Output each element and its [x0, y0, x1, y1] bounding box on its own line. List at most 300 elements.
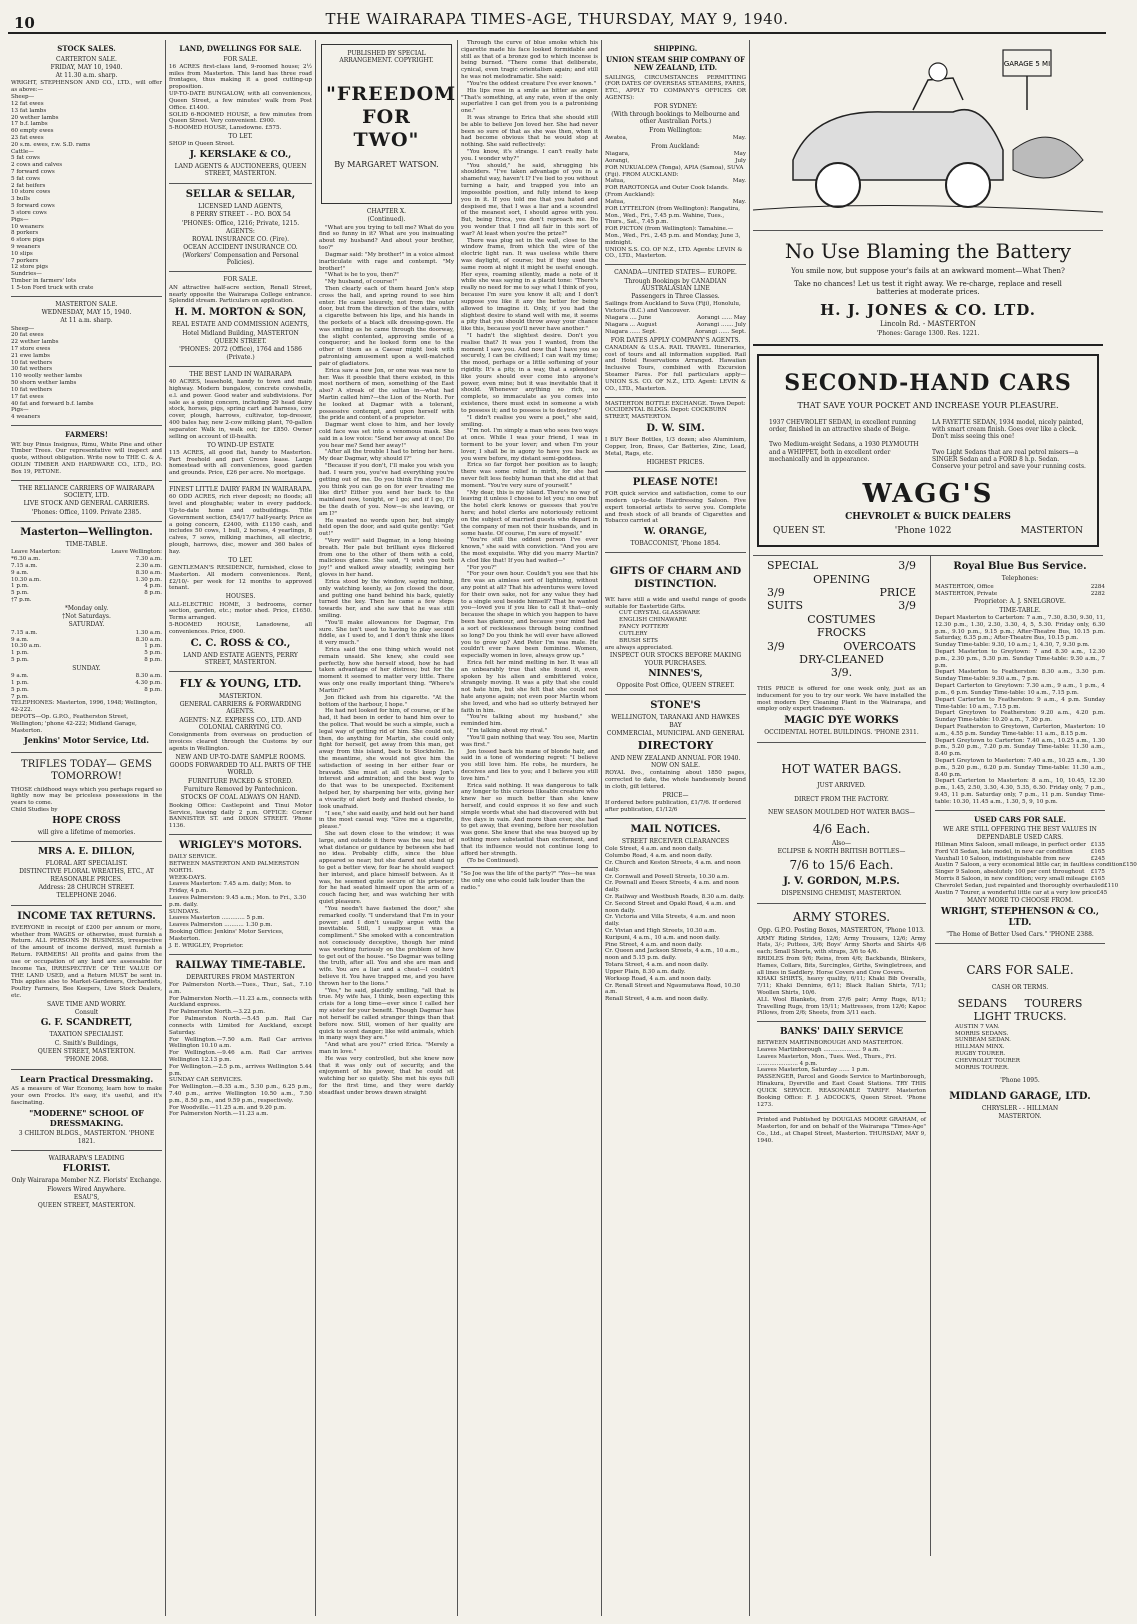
sellar-line: ROYAL INSURANCE CO. (Fire). [192, 236, 289, 244]
sailing-row-cell: Aorangi ...... Sept. [694, 328, 746, 335]
price-label-39: 3/9 [767, 586, 785, 600]
army-item: BRIDLES from 9/6; Reins, from 4/6; Backbands, Blinkers, Hames, Collars, Bits, Surcingles, Girths, Swingletrees, and all lines in Saddlery. Horse Covers and Cow Covers. [757, 955, 926, 976]
stock-line: 17 store ewes [11, 346, 51, 353]
bus-line: Depart Masterton to Greytown: 7 and 8.30 a.m., 12.30 p.m., 2.30 p.m., 5.30 p.m. Sunday Time-table: 9.30 a.m., 7 p.m. [935, 649, 1105, 669]
sailing-row [605, 322, 746, 329]
new-season-text: NEW SEASON MOULDED HOT WATER BAGS— [767, 808, 916, 816]
phone-row-cell: 2284 [1090, 583, 1105, 590]
timetable-row-cell: 1 p.m. [11, 583, 29, 590]
used-car-row-cell: Austin 7 Saloon, a very economical little car, in faultless condition [935, 862, 1123, 869]
gift-item: CUTLERY [619, 630, 648, 637]
dillon-line: TELEPHONE 2046. [56, 892, 117, 900]
midland-sub: CHRYSLER - - HILLMAN [981, 1104, 1059, 1112]
stock-line: 30 fat wethers [11, 366, 53, 373]
overcoats-price: 3/9 [767, 639, 785, 653]
hope-cross-sub: will give a lifetime of memories. [37, 828, 136, 836]
please-note-text: FOR quick service and satisfaction, come to our modern up-to-date Hairdressing Saloon. Five expert tonsorial artists to serve you. Complete and fresh stock of all brands of Cigarettes and Tobacco carried at [605, 491, 746, 525]
railway-line: For Wellington.—9.46 a.m. Rail Car arrives Wellington 12.13 p.m. [169, 1050, 312, 1063]
for-sydney: FOR SYDNEY: [653, 102, 698, 110]
fly-service-line: STOCKS OF COAL ALWAYS ON HAND. [180, 794, 301, 802]
dillon-line: FLORAL ART SPECIALIST. [45, 860, 128, 868]
stock-line: Pigs— [11, 407, 29, 414]
bus-line: Depart Carterton to Greytown: 7.30 a.m., 9 a.m., 1 p.m., 4 p.m., 6 p.m. Sunday Time-table: 10 a.m., 7.15 p.m. [935, 683, 1105, 696]
royal-blue-proprietor: Proprietor: A. J. SNELGROVE. [974, 598, 1066, 606]
timetable-row-cell: 2.30 a.m. [135, 562, 162, 569]
column-5 [602, 40, 750, 1616]
departures-heading: DEPARTURES FROM MASTERTON [186, 973, 295, 981]
stock-line: 7 porkers [11, 257, 39, 264]
sailing-row-cell: Aorangi ...... May [697, 315, 746, 322]
aorangi-name: Aorangi, [605, 158, 630, 165]
awatea-name: Awatea, [605, 135, 628, 142]
used-car-row-cell: £135 [1090, 841, 1105, 848]
stock-line: 60 empty ewes [11, 128, 54, 135]
battery-title: No Use Blaming the Battery [784, 239, 1072, 263]
timetable-row-cell: 4.30 p.m. [135, 679, 162, 686]
army-item: ARMY Riding Strides, 12/6; Army Trousers, 12/6; Army Hats, 3/-; Puttees, 3/6; Boys' Army Shorts and Shirts 4/6 each; Small Shorts, with straps, 3/6 to 4/6. [757, 935, 926, 956]
lower-left-column [753, 556, 931, 1556]
banks-line: Leaves Martinborough ..................... 9 a.m. [757, 1047, 881, 1054]
matua-month: May. [732, 178, 746, 185]
saturday-heading: SATURDAY. [68, 621, 105, 629]
stock-line: 10 fat wethers [11, 386, 53, 393]
hot-water-heading: HOT WATER BAGS. [781, 761, 902, 776]
land-heading: LAND, DWELLINGS FOR SALE. [179, 44, 302, 53]
stock-line: Sheep— [11, 94, 35, 101]
timetable-row [11, 563, 162, 570]
phone-row [935, 591, 1105, 598]
story-paragraph: "You needn't have fastened the door," she remarked coolly. "I understand that I'm in your power; and I don't usually argue with the inevitable. Still, I suppose it was a compliment." She smoked with a concentration not consciously deceptive, though her mind was working furiously on the problem of how to get out of the house. "So Dagmar was telling the truth, after all. You and she are man and wife. You are a liar and a cheat—I couldn't believe it. You have trapped me, and you have thrown her to the lions." [319, 905, 454, 987]
timetable-row-cell: 9 a.m. [11, 569, 29, 576]
mail-line: Cr. Cornwall and Powell Streets, 10.30 a.m. [605, 873, 729, 880]
rarotonga-text: FOR RAROTONGA and Outer Cook Islands. (From Auckland): [605, 185, 729, 199]
column-3 [316, 40, 458, 1616]
timetable-notes [11, 605, 162, 621]
army-stores-sub: Opp. G.P.O. Posting Boxes, MASTERTON, 'Phone 1013. [758, 927, 925, 935]
railway-heading: RAILWAY TIME-TABLE. [175, 959, 306, 971]
stock-line: 21 ewe lambs [11, 352, 50, 359]
reliance-line: THE RELIANCE CARRIERS OF WAIRARAPA SOCIETY, LTD. [18, 484, 155, 499]
story-paragraph: His lips rose in a smile as bitter as anger. "That's something, at any rate, even if the only superlative I can get from you is a patronising one." [461, 87, 598, 115]
morton-line: REAL ESTATE AND COMMISSION AGENTS, [171, 321, 310, 329]
moderne-school: "MODERNE" SCHOOL OF DRESSMAKING. [29, 1107, 144, 1128]
scandrett-line: TAXATION SPECIALIST. [49, 1031, 124, 1039]
masterton-sale-heading: MASTERTON SALE. [55, 300, 118, 308]
stock-line: 20 s.m. ewes, r.w. S.D. rams [11, 141, 91, 148]
railway-line: SUNDAY CAR SERVICES. [169, 1077, 243, 1084]
morton-line: 'PHONES: 2072 (Office), 1764 and 1586 (Private.) [179, 346, 302, 361]
ross-name: C. C. ROSS & CO., [190, 637, 291, 649]
serial-title-box [321, 44, 457, 204]
niagara-name: Niagara, [605, 151, 630, 158]
sedans-tourers: SEDANS TOURERS [957, 996, 1083, 1010]
cash-terms: CASH OR TERMS. [991, 983, 1049, 991]
union-text: SAILINGS, CIRCUMSTANCES PERMITTING (FOR DATES OF OVERSEAS STEAMERS, FARES, ETC., APPLY TO COMPANY'S OFFICES OR AGENTS): [605, 74, 746, 102]
railway-details [169, 982, 312, 1118]
timetable-row [11, 637, 162, 644]
stock-line: 5 fat cows [11, 175, 40, 182]
timetable-row [11, 577, 162, 584]
wrigley-line: Leaves Masterton: 7.45 a.m. daily; Mon. to Friday, 4 p.m. [169, 881, 291, 895]
sunday-timetable [11, 673, 162, 700]
from-auckland: From Auckland: [651, 142, 700, 150]
dry-cleaned-label: DRY-CLEANED [799, 653, 884, 667]
stock-line: 10 slips [11, 250, 33, 257]
stock-line: Timber in farmers' lots [11, 278, 77, 285]
light-trucks: LIGHT TRUCKS. [973, 1010, 1067, 1024]
used-car-row [935, 849, 1105, 856]
carterton-sale-heading: CARTERTON SALE. [56, 55, 117, 63]
sixty-acres-text: 60 ODD ACRES, rich river deposit; no floods; all level and ploughable; water in every paddock. Up-to-date home and outbuildings. Title Government section, £54/17/7 half-yearly. Price as a going concern, £2400, with £1150 cash, and includes 50 cows, 1 bull, 2 horses, 4 yearlings, 8 calves, 7 sows, milking machines, all electric, plough, harrows, disc, mower and 360 bales of hay. [169, 494, 312, 555]
story-paragraph: Erica said nothing. It was dangerous to talk any longer to this curious likeable creature who knew her so much better than she knew herself, and could express it so few and such simple words what she had discovered with but five days in vain. And more than ever, she had to get away, that evening, before her resolution was gone. She knew that she was buoyed up by nothing more substantial than excitement, and that its influence would not continue long to afford her strength. [461, 782, 598, 857]
lower-ads [753, 555, 1137, 1556]
moderne-address: 3 CHILTON BLDGS., MASTERTON. 'PHONE 1821. [18, 1130, 155, 1145]
wrigley-line: Leaves Palmerston: 9.45 a.m.; Mon. to Fri., 3.30 p.m. daily. [169, 895, 307, 908]
timetable-row-cell: 5 p.m. [11, 590, 29, 597]
timetable-row-cell: 1.30 a.m. [135, 629, 162, 636]
morton-line: Hotel Midland Building, MASTERTON [182, 329, 299, 337]
used-cars-heading: USED CARS FOR SALE. [974, 814, 1066, 824]
timetable-row [11, 643, 162, 650]
cars-for-sale-heading: CARS FOR SALE. [966, 962, 1074, 977]
battery-text: Take no chances! Let us test it right away. We re-charge, replace and resell batteries at moderate prices. [794, 279, 1062, 297]
opening-label: OPENING [813, 572, 870, 586]
wright-sub: "The Home of Better Used Cars." 'PHONE 2388. [946, 930, 1094, 938]
trifles-heading: TRIFLES TODAY— GEMS TOMORROW! [21, 759, 152, 783]
for-sale-heading: FOR SALE. [223, 55, 258, 63]
story-paragraph: Dagmar went close to him, and her lovely cold face was set into a venomous mask. She said in a low voice: "Send her away at once! Do you hear me? Send her away!" [319, 422, 454, 449]
lower-right-column [931, 556, 1137, 1556]
army-stores-heading: ARMY STORES. [792, 909, 891, 924]
story-paragraph: "You're still the oddest person I've ever known," she said with conviction. "And you are the most exquisite. Why did you marry Martin? A clod like that! If you had waited—" [461, 537, 598, 564]
stock-line: 13 fat lambs [11, 107, 47, 114]
timetable-heading: TIME-TABLE. [65, 541, 108, 548]
story-paragraph: Erica felt her mind melting in her. It was all an unbearably true that she found it, even spoken by his alien and embittered voice, strangely moving. It was a pity that she could not hate him, but she felt that she could not hate anyone again; not even poor Martin whom she loved, and who had so utterly betrayed her faith in him. [461, 659, 598, 714]
dillon-name: MRS A. E. DILLON, [38, 847, 135, 858]
fly-service-line: FURNITURE PACKED & STORED. [188, 777, 293, 785]
used-car-row-cell: £165 [1090, 848, 1105, 855]
wright-name: WRIGHT, STEPHENSON & CO., LTD. [940, 906, 1100, 928]
wrigley-line: Booking Office: Jenkins' Motor Services, Masterton. [169, 929, 284, 942]
story-paragraph: There was plug set in the wall, close to the window frame, from which the wire of the electric light ran. It was useless while there was daylight, of course; but if they used the same room at night it might be useful enough. Her eyes, roaming silently, made a note of it while she was saying in a placid tone: "There's really no need for me to say what I think of you, because I'm sure you know it all; and I don't suppose you like it any the better for being allowed to imagine it. Only, if you had the slightest desire to stand well with me, it seems a pity that you should throw away your chance like this, because you'll never have another." [461, 237, 598, 333]
timetable-row-cell: 8.30 a.m. [135, 569, 162, 576]
stock-line: 40 fat and forward b.f. lambs [11, 400, 94, 407]
stock-line: 10 weaners [11, 223, 44, 230]
stock-line: 10 store cows [11, 189, 51, 196]
waggs-phone: 'Phone 1022 [894, 526, 952, 537]
fly-young-details [169, 693, 312, 732]
masthead [8, 4, 1106, 34]
masterton-date: WEDNESDAY, MAY 15, 1940. [41, 308, 132, 316]
wrigley-details [169, 854, 312, 949]
orange-sub: TOBACCONIST, 'Phone 1854. [630, 540, 721, 548]
serial-byline: By MARGARET WATSON. [334, 160, 439, 170]
used-car-row-cell: Hillman Minx Saloon, small mileage, in perfect order [935, 841, 1086, 848]
saturday-timetable [11, 630, 162, 664]
railway-line: For Woodville.—11.25 a.m. and 9.20 p.m. [169, 1104, 287, 1111]
phone-row [935, 584, 1105, 591]
cars-sub: THAT SAVE YOUR POCKET AND INCREASE YOUR PLEASURE. [797, 400, 1059, 410]
used-car-row [935, 882, 1119, 890]
ninnes-name: NINNES'S, [648, 668, 703, 679]
used-car-row [935, 889, 1108, 897]
railway-line: For Palmerston North.—Tues., Thur., Sat., 7.10 a.m. [169, 982, 312, 995]
stock-line: 12 fat ewes [11, 100, 44, 107]
royal-text: ROYAL 8vo., containing about 1850 pages, corrected to date, the whole handsomely bound in cloth, gilt lettered. [605, 770, 746, 790]
sim-text: I BUY Beer Bottles, 1/3 dozen; also Aluminium, Copper, Iron, Brass, Car Batteries, Zinc, Lead, Metal, Rags, etc. [605, 437, 746, 457]
royal-blue-schedule [935, 615, 1105, 806]
story-paragraph: "My dear, this is my island. There's no way of leaving it unless I choose to let you; no one but the hotel clerk knows or guesses that you're here; and hotel clerks are notoriously reticent on the subject of married guests who depart in the company of men not their husbands, and in some haste. Of course, I'm sure of myself." [461, 489, 598, 537]
wrigley-line: Leaves Masterton ............. 5 p.m. [169, 915, 265, 922]
car-cartoon-icon [753, 40, 1103, 230]
mail-line: Worksop Road, 4 a.m. and noon daily. [605, 975, 712, 982]
magic-dye-name: MAGIC DYE WORKS [784, 715, 899, 727]
save-time-text: SAVE TIME AND WORRY. [47, 1000, 126, 1008]
timetable-row-cell: 8 p.m. [144, 590, 162, 597]
story-paragraph: (To be Continued). [467, 857, 520, 864]
ross-sub: LAND AND ESTATE AGENTS, PERRY STREET, MASTERTON. [183, 651, 298, 667]
trifles-text: THOSE childhood ways which you perhaps regard so lightly now may be priceless possessions in the years to come. [11, 786, 162, 807]
farmers-text: WE buy Pinus Insignus, Rimu, White Pine and other Timber Trees. Our representative will inspect and quote, without obligation. Write now to THE C. & A. ODLIN TIMBER AND HARDWARE CO., LTD., P.O. Box 19, PETONE. [11, 441, 162, 475]
timetable-row [11, 650, 162, 657]
timetable-row [11, 556, 162, 563]
banks-line: Leaves Masterton, Saturday ...... 1 p.m. [757, 1067, 870, 1074]
wrigley-line: WEEK-DAYS. [169, 874, 206, 881]
story-paragraph: "I see," she said easily, and held out her hand in the most casual way. "Give me a cigarette, please." [319, 810, 455, 831]
dillon-line: DISTINCTIVE FLORAL WREATHS, ETC., AT REASONABLE PRICES. [19, 868, 154, 883]
jones-address: Lincoln Rd. - MASTERTON [880, 320, 976, 329]
serial-story-part1 [319, 225, 454, 1097]
aorangi-month: July [735, 158, 746, 165]
used-car-row-cell: £245 [1090, 855, 1105, 862]
sellar-line: 8 PERRY STREET - - P.O. BOX 54 [190, 211, 291, 219]
carterton-stock-list [11, 94, 162, 292]
mail-heading: MAIL NOTICES. [630, 823, 721, 835]
kerslake-name: J. KERSLAKE & CO., [189, 150, 292, 161]
sydney-sub: (With through bookings to Melbourne and other Australian Ports.) [611, 111, 740, 126]
sunday-heading: SUNDAY. [72, 664, 101, 672]
shipping-heading: SHIPPING. [653, 44, 698, 53]
story-paragraph: "You should," he said, shrugging his shoulders. "I've taken advantage of you in a shameful way, haven't I? I've lied to you without turning a hair, and trapped you into an impossible position, and fully intend to keep you in it. If you told me that you hated and despised me, that I was a liar and a scoundrel of the meanest sort, I should agree with you. But, being Erica, you don't reproach me. Do you wonder that I find all fair in this sort of war? At least when you're the prize?" [461, 162, 598, 237]
fly-line: GENERAL CARRIERS & FORWARDING AGENTS. [179, 701, 302, 716]
morton-details [169, 321, 312, 361]
chevrolet-sedan-text: 1937 CHEVROLET SEDAN, in excellent running order, finished in an attractive shade of Beige. [769, 418, 916, 434]
income-tax-text: EVERYONE in receipt of £200 per annum or more, whether from WAGES or otherwise, must furnish a Return. ALL PERSONS IN BUSINESS, irrespective of the amount of income derived, must furnish a Return. FARMERS! All profits and gains from the use or occupation of any land are assessable for Income Tax, IRRESPECTIVE OF THE VALUE OF THE LAND USED, and a Return MUST be sent in. This applies also to Market-Gardeners, Orchardists, Poultry Farmers, Bee Keepers, Live Stock Dealers, etc. [11, 924, 162, 999]
wrigley-line: BETWEEN MASTERTON AND PALMERSTON NORTH. [169, 860, 300, 874]
royal-blue-phone-list [935, 584, 1105, 598]
dressmaking-heading: Learn Practical Dressmaking. [19, 1073, 154, 1084]
to-let-heading-2: TO LET. [228, 556, 253, 564]
used-car-row [935, 869, 1105, 876]
sellar-line: AGENTS: [226, 227, 255, 235]
sailing-row-cell: Niagara .... June [605, 315, 652, 322]
sailing-row [605, 329, 746, 336]
story-paragraph: "Yes," he said, placidly smiling, "all that is true. My wife has, I think, been expecting this crisis for a long time—ever since I called her my sister for your benefit. Though Dagmar has not herself be called stranger things than that before now. Still, women of her quality are quick to scent danger; like wild animals, which in many ways they are." [319, 987, 454, 1042]
stock-line: 23 fat ewes [11, 134, 44, 141]
gift-item: ENGLISH CHINAWARE [619, 617, 687, 624]
jenkins-motor-service: Jenkins' Motor Service, Ltd. [23, 735, 150, 746]
bus-line: Depart Masterton to Featherston: 8.30 a.m., 3.30 p.m. Sunday Time-table: 9.30 a.m., 7 p.m. [935, 669, 1105, 683]
banks-heading: BANKS' DAILY SERVICE [779, 1027, 904, 1038]
niagara-month: May [733, 151, 746, 158]
stock-line: 4 weaners [11, 414, 41, 421]
florist-details [11, 1177, 162, 1209]
timetable-row [11, 680, 162, 687]
railway-line: For Palmerston North.—11.23 a.m. [169, 1111, 269, 1118]
used-car-row-cell: £165 [1090, 875, 1105, 882]
used-cars-intro: WE ARE STILL OFFERING THE BEST VALUES IN DEPENDABLE USED CARS. [943, 826, 1097, 841]
land-ad: SOLID 6-ROOMED HOUSE, a few minutes from Queen Street. Very convenient. £900. [169, 111, 312, 125]
mail-line: Cr. Queen and Jackson Streets, 4 a.m., 10 a.m., noon and 5.15 p.m. daily. [605, 948, 740, 962]
florist-line: ESAU'S, [73, 1193, 100, 1201]
for-dates-text: FOR DATES APPLY COMPANY'S AGENTS. [610, 336, 741, 344]
jones-name: H. J. JONES & CO. LTD. [820, 300, 1036, 319]
railway-line: For Wellington.—2.5 p.m., arrives Wellington 5.44 p.m. [169, 1063, 312, 1077]
mail-line: Cr. Second Street and Opaki Road, 4 a.m. and noon daily. [605, 900, 736, 914]
railway-line: For Wellington.—7.50 a.m. Rail Car arrives Wellington 10.10 a.m. [169, 1036, 312, 1050]
joke-text: "So Joe was the life of the party?" "Yes—he was the only one who could talk louder than the radio." [461, 871, 596, 891]
timetable-row-cell: 7.15 a.m. [11, 562, 38, 569]
mail-line: Columbo Road, 4 a.m. and noon daily. [605, 853, 713, 860]
all-electric-text: ALL-ELECTRIC HOME, 3 bedrooms, corner section, garden, etc.; motor shed. Price, £1650. Terms arranged. [169, 601, 312, 622]
timetable-row-cell: 7 p.m. [11, 693, 29, 700]
sellar-details [169, 203, 312, 267]
timetable-row-cell: 10.30 a.m. [11, 643, 41, 650]
just-arrived: JUST ARRIVED. [817, 782, 866, 790]
timetable-row [11, 590, 162, 597]
battery-sub: You smile now, but suppose your's fails at an awkward moment—What Then? [791, 267, 1065, 276]
mail-line: Cr. Renall Street and Ngaumutawa Road, 10.30 a.m. [605, 982, 741, 996]
used-car-row [935, 856, 1105, 863]
timetable-row-cell: *6.30 a.m. [11, 556, 41, 563]
timetable-row [11, 673, 162, 680]
timetable-row-cell: 1 p.m. [11, 650, 29, 657]
stock-line: 5 forward cows [11, 203, 55, 210]
timetable-row [11, 694, 162, 701]
published-line: PUBLISHED BY SPECIAL ARRANGEMENT. COPYRIGHT. [339, 50, 434, 65]
dressmaking-text: AS a measure of War Economy, learn how to make your own Frocks. It's easy, it's useful, and it's fascinating. [11, 1086, 162, 1106]
houses-heading: HOUSES. [225, 593, 256, 601]
story-paragraph: "You know, it's strange. I can't really hate you. I wonder why?" [461, 149, 598, 162]
story-paragraph: Erica stood by the window, saying nothing, only watching keenly, as Jon closed the door, and putting one hand behind his back, quietly turned the key. Then he came a few steps towards her, and she saw that he was still smiling. [319, 578, 454, 619]
used-car-row-cell: Singer 9 Saloon, absolutely 100 per cent throughout [935, 869, 1085, 876]
fly-young-office: Booking Office: Castlepoint and Tinui Motor Service, leaving daily 2 p.m. OFFICE: Corner BANNISTER ST. and DIXON STREET. 'Phone 1136. [169, 802, 312, 830]
morton-name: H. M. MORTON & SON, [174, 307, 307, 319]
story-paragraph: "You'll make allowances for Dagmar, I'm sure. She isn't used to having to play second fiddle, as I used to, and I don't think she likes it very much." [319, 619, 454, 647]
truck-item: MORRIS TOURER. [955, 1064, 1009, 1071]
gift-items-list [605, 610, 746, 644]
gift-item: CUT CRYSTAL GLASSWARE [619, 610, 700, 617]
truck-item: AUSTIN 7 VAN. [955, 1023, 1000, 1030]
waggs-street: QUEEN ST. [773, 526, 826, 537]
newspaper-title: THE WAIRARAPA TIMES-AGE, THURSDAY, MAY 9, 1940. [325, 10, 789, 28]
four-six-each: 4/6 Each. [812, 822, 871, 837]
stock-line: 22 wether lambs [11, 339, 59, 346]
sailing-row [605, 315, 746, 322]
hope-cross-name: HOPE CROSS [52, 815, 121, 826]
phone-row-cell: MASTERTON, Office [935, 583, 994, 590]
page-number: 10 [14, 14, 35, 32]
truck-item: SUNBEAM SEDAN. [955, 1037, 1011, 1044]
always-text: are always appreciated. [605, 644, 673, 651]
story-paragraph: "You're the oddest creature I've ever known." [467, 80, 597, 87]
masterton-time: At 11 a.m. sharp. [60, 317, 113, 325]
timetable-row-cell: 1.30 p.m. [135, 576, 162, 583]
column-1 [8, 40, 166, 1616]
waggs-town: MASTERTON [1020, 526, 1083, 537]
story-paragraph: Through the curve of blue smoke which his cigarette made his face looked formidable and still as that of a bronze god to which incense is being burned. "There come that deliberate, cynical, even tragic orientalism again; and still he was not melodramatic. She said: [461, 40, 598, 81]
costumes-label: COSTUMES [807, 612, 876, 626]
from-wellington: From Wellington: [649, 126, 702, 134]
timetable-row-cell: 8.30 a.m. [135, 673, 162, 680]
stones-name: STONE'S [650, 700, 701, 712]
truck-item: RUGBY TOURER. [955, 1050, 1006, 1057]
bus-line: Depart Greytown to Masterton: 7.40 a.m., 10.25 a.m., 1.30 p.m., 5.20 p.m., 6.20 p.m. Sunday Time-table: 11.30 a.m., 8.40 p.m. [935, 758, 1105, 778]
midland-town: MASTERTON. [998, 1113, 1042, 1121]
column-4 [458, 40, 602, 1616]
fly-service-line: NEW AND UP-TO-DATE SAMPLE ROOMS. [175, 753, 306, 761]
land-ad: UP-TO-DATE BUNGALOW, with all conveniences, Queen Street, a few minutes' walk from Post Office. £1400. [169, 91, 312, 111]
army-stores-items [757, 936, 926, 1018]
frocks-label: FROCKS [816, 626, 867, 640]
plymouth-text: Two Medium-weight Sedans, a 1930 PLYMOUTH and a WHIPPET, both in excellent order mechanically and in appearance. [769, 441, 919, 463]
rail-travel-text: CANADIAN & U.S.A. RAIL TRAVEL. Itineraries, cost of tours and all information supplied. Rail and Hotel Reservations Arranged. Hawaiian Inclusive Tours, combined with Excursion Steamer Fares. For full particulars apply— UNION S.S. CO. OF N.Z., LTD. Agent: LEVIN & CO., LTD., Masterton. [605, 344, 746, 392]
sim-name: D. W. SIM. [646, 422, 705, 434]
phone-row-cell: 2282 [1090, 590, 1105, 597]
used-car-row-cell: Vauxhall 10 Saloon, indistinguishable from new [935, 855, 1071, 862]
dillon-details [11, 860, 162, 900]
shop-text: SHOP in Queen Street. [169, 141, 235, 148]
stock-line: Cattle— [11, 148, 34, 155]
dye-text: THIS PRICE is offered for one week only, just as an inducement for you to try our work. We have installed the most modern Dry Cleaning Plant in the Wairarapa, and employ only expert tradesmen. [757, 685, 926, 713]
stock-line: 9 weaners [11, 243, 41, 250]
stock-line: 7 forward cows [11, 169, 55, 176]
battery-cartoon [753, 40, 1103, 231]
carterton-date: FRIDAY, MAY 10, 1940. [50, 63, 123, 71]
highest-prices: HIGHEST PRICES. [646, 458, 705, 466]
railway-line: For Palmerston North.—3.22 p.m. [169, 1009, 266, 1016]
matua-month-2: May. [732, 198, 746, 205]
gordon-sub: DISPENSING CHEMIST, MASTERTON. [781, 890, 902, 898]
bus-line: Depart Greytown to Featherston: 9.20 a.m., 4.20 p.m. Sunday Time-table: 10.20 a.m., 7.30 p.m. [935, 710, 1105, 724]
ninnes-sub: Opposite Post Office, QUEEN STREET. [616, 681, 735, 689]
sellar-line: LICENSED LAND AGENTS, [198, 202, 283, 210]
dillon-line: Address: 28 CHURCH STREET. [38, 884, 135, 891]
telephones-text: TELEPHONES: Masterton, 1996, 1948; Wellington, 42-222. [11, 700, 158, 714]
mail-line: Cr. Railway and Westbush Roads, 8.30 a.m. daily. [605, 893, 745, 900]
story-paragraph: "I didn't realise you were a poet," she said, smiling. [461, 414, 598, 428]
story-paragraph: "I hadn't the slightest desire. Don't you realise that? It was you I wanted, from the moment I saw you. And now that I have you so securely, I can be civilised; I can wait my time; the mood, perhaps or a little softening of your rigidity. It's a pity, in a way, that a splendour like yours should ever come into anyone's power, even mine; but it was inevitable that it should. Whenever anything so rich, so complete, so immaculate as you comes into existence, there must exist in someone a wish to possess it; and to possess is to destroy." [461, 332, 598, 414]
many-more: MANY MORE TO CHOOSE FROM. [967, 897, 1073, 905]
army-item: KHAKI SHIRTS, heavy quality, 6/11; Khaki Bib Overalls, 7/11; Khaki Dennims, 6/11; Black Italian Shirts, 7/11; Woollen Shirts, 10/6. [757, 976, 926, 997]
timetable-row [11, 687, 162, 694]
truck-item: CHEVROLET TOURER [955, 1057, 1020, 1064]
stock-line: 12 store pigs [11, 264, 48, 271]
sellar-name: SELLAR & SELLAR, [185, 188, 296, 200]
timetable-row-cell: 5 p.m. [11, 657, 29, 663]
scandrett-line: 'PHONE 2068. [64, 1056, 109, 1064]
timetable-row-cell: 9 a.m. [11, 673, 29, 680]
bus-line: Depart Greytown to Carterton: 7.40 a.m., 10.25 a.m., 1.30 p.m., 5.20 p.m., 7.20 p.m. Sunday Time-table: 11.30 a.m., 8.40 p.m. [935, 737, 1105, 758]
reliance-line: LIVE STOCK AND GENERAL CARRIERS. [23, 500, 150, 508]
continued-text: (Continued). [367, 216, 406, 224]
attractive-section-text: AN attractive half-acre section, Renall Street, nearly opposite the Wairarapa College entrance. Splendid stream. Particulars on application. [169, 284, 312, 305]
used-car-row [935, 842, 1105, 849]
lafayette-text: LA FAYETTE SEDAN, 1934 model, nicely painted, with smart cream finish. Goes over like a clock. Don't miss seeing this one! [932, 418, 1084, 441]
fly-service-line: GOODS FORWARDED TO ALL PARTS OF THE WORLD. [169, 762, 312, 777]
fly-line: MASTERTON. [218, 692, 263, 700]
picton-text: FOR PICTON (from Wellington): Tamahine.—Mon., Wed., Fri., 2.45 p.m. and Monday, June 3, midnight. [605, 226, 741, 246]
